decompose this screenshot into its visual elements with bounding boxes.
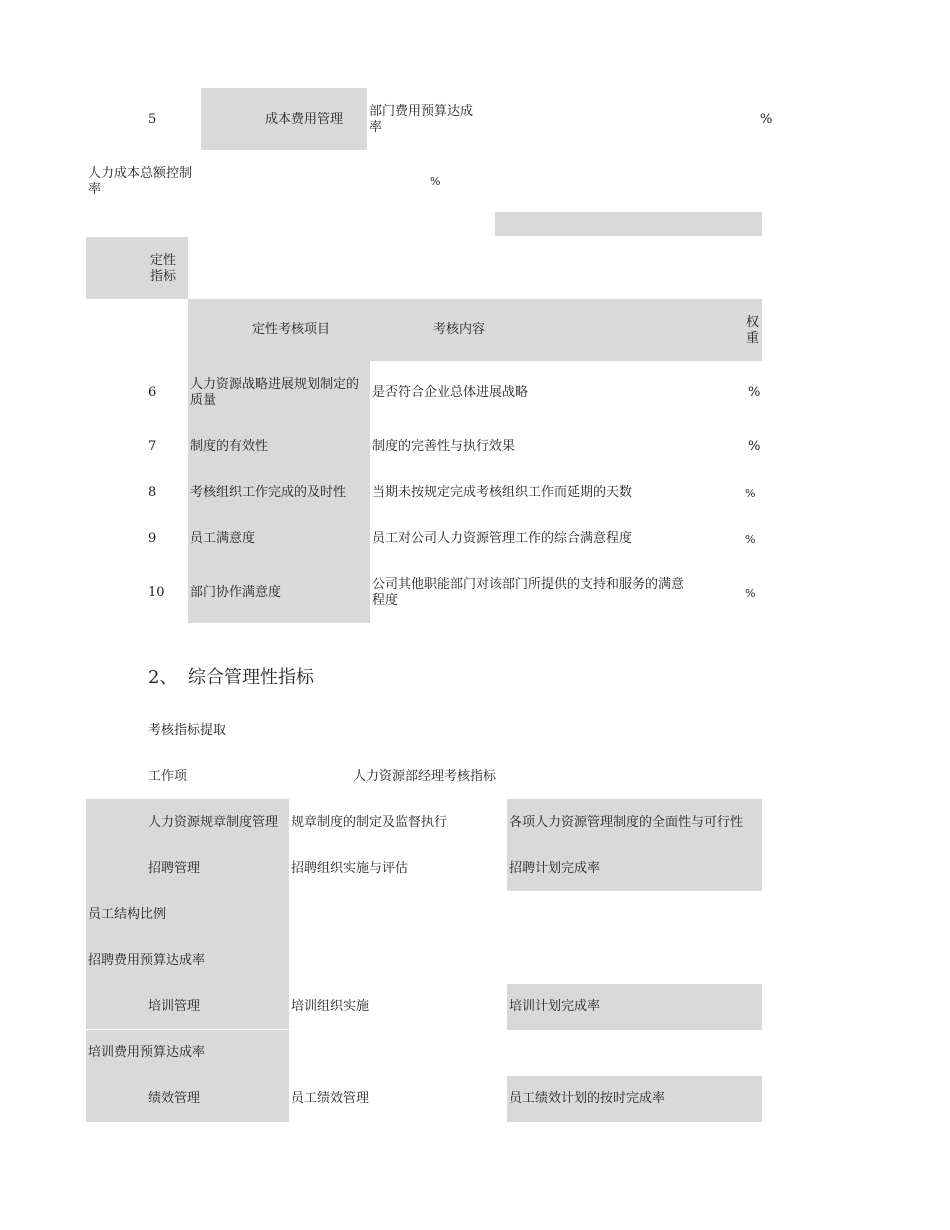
s2-row-task: 员工绩效管理: [291, 1091, 370, 1106]
qual-row-item: 考核组织工作完成的及时性: [190, 485, 347, 500]
s2-row-task: 招聘组织实施与评估: [291, 861, 409, 876]
qual-row-item: 部门协作满意度: [190, 585, 282, 600]
qual-row-weight: %: [745, 587, 756, 600]
s2-row-kpi: 员工绩效计划的按时完成率: [509, 1091, 666, 1106]
qual-row-content: 是否符合企业总体进展战略: [372, 385, 529, 400]
qual-row-content: 员工对公司人力资源管理工作的综合满意程度: [372, 531, 633, 546]
row5-weight: %: [760, 112, 773, 127]
qual-row-content: 公司其他职能部门对该部门所提供的支持和服务的满意程度: [372, 577, 685, 608]
s2-row-work-item: 招聘费用预算达成率: [88, 953, 206, 968]
qual-row-item: 员工满意度: [190, 531, 256, 546]
qual-header-content: 考核内容: [433, 322, 486, 337]
row5-content: 部门费用预算达成率: [369, 104, 474, 135]
qual-row-weight: %: [748, 439, 761, 454]
s2-row-task: 培训组织实施: [291, 999, 370, 1014]
s2-row-work-item: 员工结构比例: [88, 907, 167, 922]
qual-row-content: 制度的完善性与执行效果: [372, 439, 516, 454]
s2-row-work-item: 培训管理: [148, 999, 201, 1014]
qual-row-item: 制度的有效性: [190, 439, 269, 454]
s2-row-kpi: 各项人力资源管理制度的全面性与可行性: [509, 815, 744, 830]
qual-row-number: 7: [148, 439, 157, 454]
qual-row-number: 9: [148, 531, 157, 546]
qual-row-weight: %: [745, 487, 756, 500]
qual-header-weight: 权重: [746, 315, 760, 346]
column-header-kpi: 人力资源部经理考核指标: [353, 769, 497, 784]
section2-heading: 综合管理性指标: [188, 667, 314, 688]
section2-heading-number: 2、: [148, 667, 178, 688]
s2-row-work-item: 人力资源规章制度管理: [148, 815, 279, 830]
qual-row-weight: %: [748, 385, 761, 400]
qual-section-label: 定性指标: [150, 253, 177, 284]
hr-cost-label: 人力成本总额控制率: [88, 166, 193, 197]
qual-row-item: 人力资源战略进展规划制定的质量: [190, 377, 360, 408]
qual-row-number: 6: [148, 385, 157, 400]
hr-cost-weight: %: [430, 175, 441, 188]
cell-bg-s2-r1-c: [507, 799, 762, 891]
row5-item: 成本费用管理: [265, 112, 344, 127]
column-header-work-item: 工作项: [148, 769, 188, 784]
qual-header-item: 定性考核项目: [252, 322, 331, 337]
s2-row-work-item: 绩效管理: [148, 1091, 201, 1106]
qual-row-number: 8: [148, 485, 157, 500]
qual-row-content: 当期未按规定完成考核组织工作而延期的天数: [372, 485, 633, 500]
s2-row-kpi: 培训计划完成率: [509, 999, 601, 1014]
cell-bg-s2-r6-a: [86, 1030, 289, 1122]
qual-row-weight: %: [745, 533, 756, 546]
row5-number: 5: [148, 112, 157, 127]
s2-row-work-item: 培训费用预算达成率: [88, 1045, 206, 1060]
cell-bg-blank-1: [495, 212, 762, 236]
section2-subheading: 考核指标提取: [148, 723, 227, 738]
s2-row-task: 规章制度的制定及监督执行: [291, 815, 448, 830]
s2-row-kpi: 招聘计划完成率: [509, 861, 601, 876]
s2-row-work-item: 招聘管理: [148, 861, 201, 876]
qual-row-number: 10: [148, 585, 165, 600]
